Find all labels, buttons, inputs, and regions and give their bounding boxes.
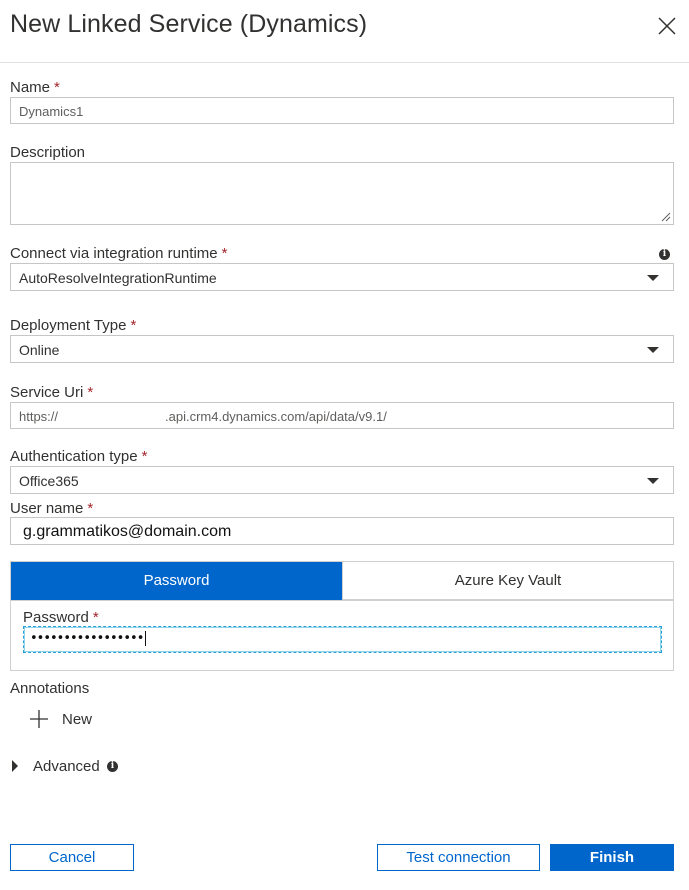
info-icon[interactable]: i: [659, 249, 670, 260]
service-uri-suffix: .api.crm4.dynamics.com/api/data/v9.1/: [165, 409, 387, 424]
deployment-type-label: Deployment Type *: [10, 317, 137, 334]
chevron-right-icon: [12, 760, 18, 772]
password-mask: •••••••••••••••••: [30, 631, 144, 646]
service-uri-input[interactable]: [10, 402, 674, 429]
close-button[interactable]: [655, 14, 679, 38]
required-mark: *: [141, 448, 148, 465]
user-name-input[interactable]: g.grammatikos@domain.com: [10, 517, 674, 545]
advanced-label: Advanced: [33, 758, 100, 775]
service-uri-label: Service Uri *: [10, 384, 94, 401]
tab-password[interactable]: Password: [11, 562, 342, 600]
deployment-type-select[interactable]: [10, 335, 674, 363]
integration-runtime-label: Connect via integration runtime *: [10, 245, 228, 262]
finish-button[interactable]: Finish: [550, 844, 674, 871]
new-annotation-label: New: [62, 711, 93, 728]
auth-type-value: Office365: [19, 473, 79, 489]
password-input[interactable]: [23, 626, 662, 653]
dialog-title: New Linked Service (Dynamics): [10, 10, 368, 38]
credential-tabs-panel: [10, 561, 674, 671]
test-connection-button[interactable]: Test connection: [377, 844, 540, 871]
user-name-label: User name *: [10, 500, 94, 517]
auth-type-select[interactable]: [10, 466, 674, 494]
close-icon: [655, 14, 679, 38]
auth-type-label: Authentication type *: [10, 448, 148, 465]
advanced-toggle[interactable]: [10, 756, 150, 776]
resize-grip-icon[interactable]: [661, 212, 671, 222]
annotations-label: Annotations: [10, 680, 90, 697]
deployment-type-value: Online: [19, 342, 60, 358]
description-label: Description: [10, 144, 86, 161]
chevron-down-icon: [647, 478, 659, 484]
tab-divider: [11, 600, 673, 601]
required-mark: *: [92, 609, 99, 626]
password-label: Password *: [23, 609, 99, 626]
description-textarea[interactable]: [10, 162, 674, 225]
name-input[interactable]: Dynamics1: [10, 97, 674, 124]
dialog-header: [0, 0, 689, 63]
info-icon[interactable]: i: [107, 761, 118, 772]
required-mark: *: [54, 79, 60, 96]
text-cursor: [145, 631, 146, 646]
chevron-down-icon: [647, 347, 659, 353]
name-label: Name *: [10, 79, 60, 96]
required-mark: *: [87, 384, 94, 401]
tab-azure-key-vault[interactable]: Azure Key Vault: [342, 562, 673, 600]
required-mark: *: [87, 500, 94, 517]
required-mark: *: [130, 317, 137, 334]
plus-icon: [28, 708, 50, 730]
cancel-button[interactable]: Cancel: [10, 844, 134, 871]
chevron-down-icon: [647, 275, 659, 281]
integration-runtime-value: AutoResolveIntegrationRuntime: [19, 270, 217, 286]
integration-runtime-select[interactable]: [10, 263, 674, 291]
required-mark: *: [221, 245, 228, 262]
service-uri-prefix: https://: [19, 409, 59, 424]
